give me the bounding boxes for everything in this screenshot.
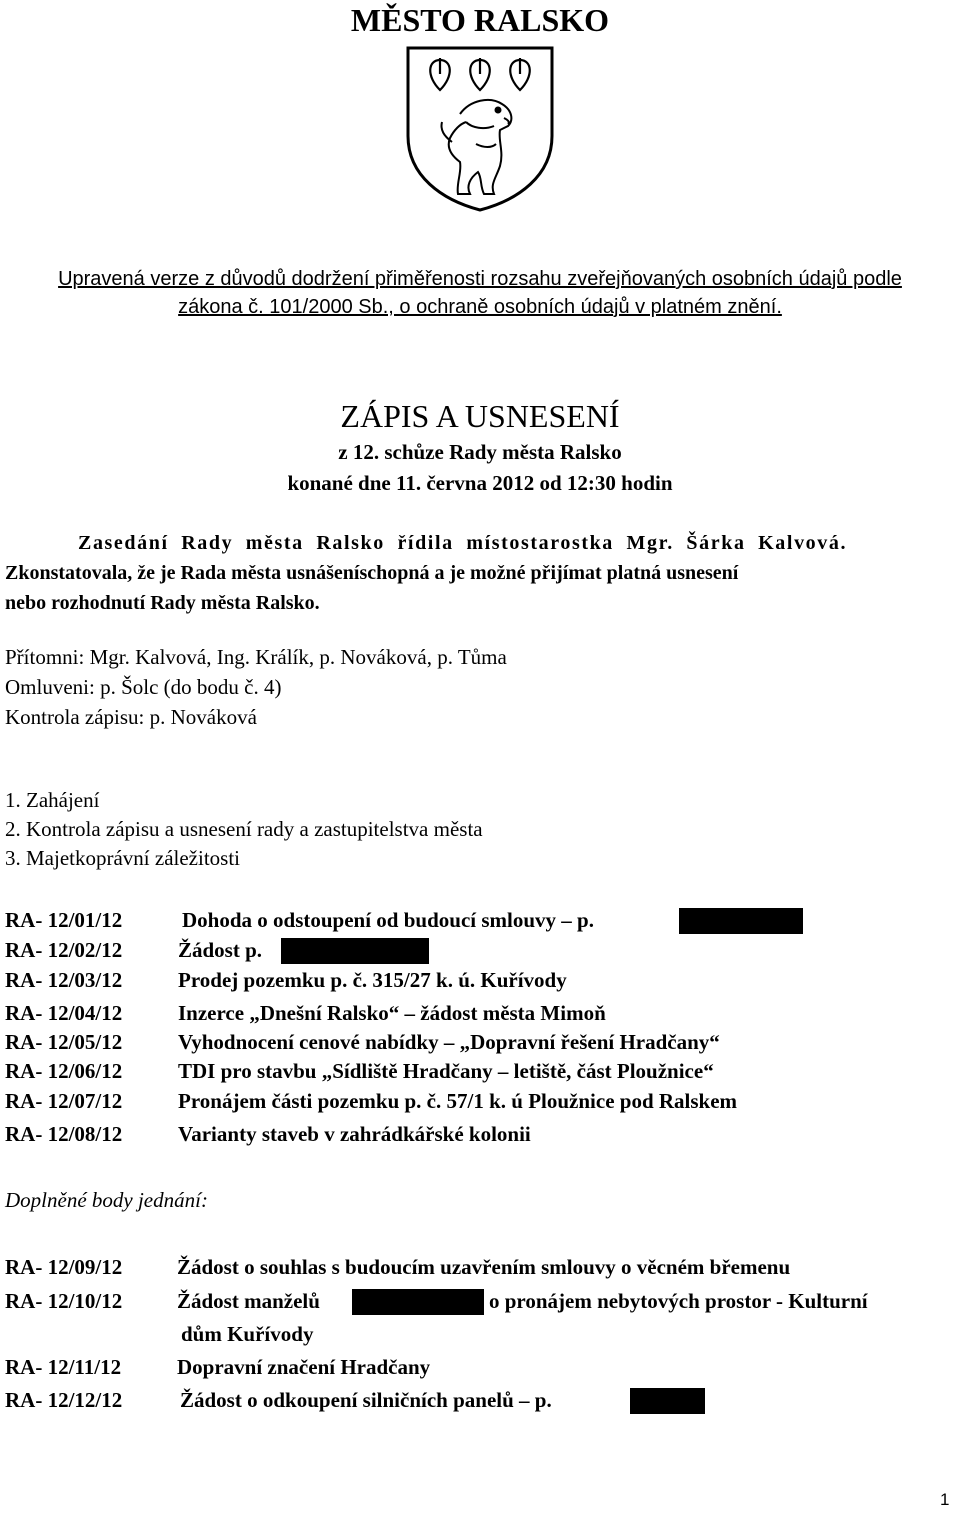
resolution-code: RA- 12/12/12 xyxy=(5,1388,123,1412)
intro-line1: Zasedání Rady města Ralsko řídila místostarostka Mgr. Šárka Kalvová. xyxy=(78,532,848,554)
town-coat-of-arms xyxy=(400,44,560,212)
agenda-item: 2. Kontrola zápisu a usnesení rady a zastupitelstva města xyxy=(5,817,483,841)
resolution-title: TDI pro stavbu „Sídliště Hradčany – letiště, část Ploužnice“ xyxy=(178,1059,714,1083)
resolution-code: RA- 12/10/12 xyxy=(5,1289,123,1313)
meeting-number: z 12. schůze Rady města Ralsko xyxy=(338,440,622,464)
resolution-code: RA- 12/11/12 xyxy=(5,1355,122,1379)
resolution-title: Varianty staveb v zahrádkářské kolonii xyxy=(178,1122,531,1146)
resolution-title: Dopravní značení Hradčany xyxy=(177,1355,431,1379)
resolution-title: Inzerce „Dnešní Ralsko“ – žádost města Mimoň xyxy=(178,1001,606,1025)
resolution-title: Žádost p. xyxy=(178,938,263,962)
resolution-code: RA- 12/08/12 xyxy=(5,1122,123,1146)
additional-items-heading: Doplněné body jednání: xyxy=(5,1188,208,1212)
resolution-title: Žádost o odkoupení silničních panelů – p. xyxy=(180,1388,552,1412)
resolution-code: RA- 12/03/12 xyxy=(5,968,123,992)
anonymization-notice-line1: Upravená verze z důvodů dodržení přiměřenosti rozsahu zveřejňovaných osobních údajů podle xyxy=(58,268,902,290)
redaction-block xyxy=(352,1289,484,1315)
resolution-code: RA- 12/09/12 xyxy=(5,1255,123,1279)
resolution-code: RA- 12/04/12 xyxy=(5,1001,123,1025)
page-number: 1 xyxy=(940,1490,950,1509)
resolution-code: RA- 12/02/12 xyxy=(5,938,123,962)
resolution-code: RA- 12/05/12 xyxy=(5,1030,123,1054)
resolution-title: Vyhodnocení cenové nabídky – „Dopravní řešení Hradčany“ xyxy=(178,1030,720,1054)
intro-line2: Zkonstatovala, že je Rada města usnášeníschopná a je možné přijímat platná usnesení xyxy=(5,562,739,584)
resolution-title: Dohoda o odstoupení od budoucí smlouvy – p. xyxy=(182,908,594,932)
resolution-code: RA- 12/01/12 xyxy=(5,908,123,932)
document-heading: ZÁPIS A USNESENÍ xyxy=(340,398,620,434)
resolution-title: Žádost manželů xyxy=(177,1289,320,1313)
town-title: MĚSTO RALSKO xyxy=(350,2,610,38)
resolution-code: RA- 12/06/12 xyxy=(5,1059,123,1083)
resolution-title: Žádost o souhlas s budoucím uzavřením smlouvy o věcném břemenu xyxy=(177,1255,791,1279)
resolution-code: RA- 12/07/12 xyxy=(5,1089,123,1113)
redaction-block xyxy=(630,1388,705,1414)
intro-line3: nebo rozhodnutí Rady města Ralsko. xyxy=(5,592,320,614)
redaction-block xyxy=(679,908,803,934)
agenda-item: 1. Zahájení xyxy=(5,788,100,812)
resolution-title-continued: o pronájem nebytových prostor - Kulturní xyxy=(489,1289,868,1313)
minutes-verifier: Kontrola zápisu: p. Nováková xyxy=(5,705,257,729)
resolution-title-continued: dům Kuřívody xyxy=(181,1322,314,1346)
redaction-block xyxy=(281,938,429,964)
agenda-item: 3. Majetkoprávní záležitosti xyxy=(5,846,241,870)
anonymization-notice-line2: zákona č. 101/2000 Sb., o ochraně osobních údajů v platném znění. xyxy=(178,296,782,318)
attendance-excused: Omluveni: p. Šolc (do bodu č. 4) xyxy=(5,675,282,699)
attendance-present: Přítomni: Mgr. Kalvová, Ing. Králík, p. Nováková, p. Tůma xyxy=(5,645,507,669)
meeting-date: konané dne 11. června 2012 od 12:30 hodin xyxy=(287,471,673,495)
resolution-title: Pronájem části pozemku p. č. 57/1 k. ú Ploužnice pod Ralskem xyxy=(178,1089,738,1113)
resolution-title: Prodej pozemku p. č. 315/27 k. ú. Kuřívody xyxy=(178,968,567,992)
